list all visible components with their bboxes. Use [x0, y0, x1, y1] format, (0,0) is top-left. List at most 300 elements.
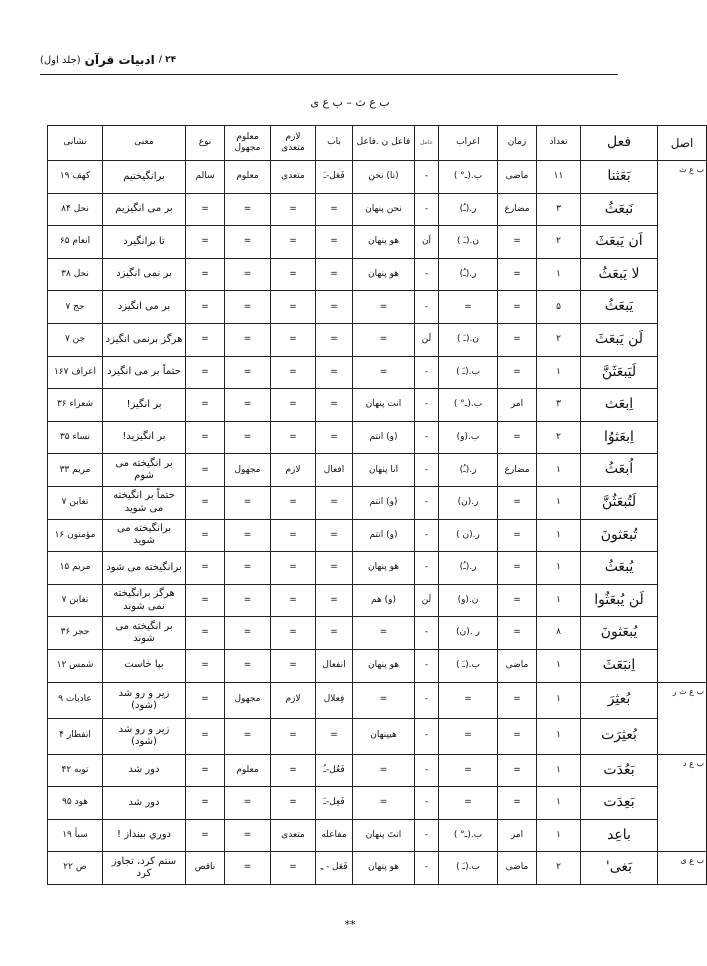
cell-verb: لَن یُبعَثُوا: [581, 584, 658, 617]
cell-fael: انتَ پنهان: [353, 819, 415, 852]
cell-verb: یُبعَثُ: [581, 552, 658, 585]
cell-tense: =: [498, 291, 537, 324]
table-row: [48, 161, 707, 194]
cell-bab: =: [316, 519, 353, 552]
cell-bab: فَعُل-ـُ: [316, 754, 353, 787]
cell-noe: =: [186, 649, 225, 682]
cell-lazem: =: [271, 718, 316, 754]
cell-meaning: بر می انگیزد: [103, 291, 186, 324]
cell-meaning: زیر و رو شد (شود): [103, 718, 186, 754]
cell-noe: =: [186, 258, 225, 291]
cell-reference: حجر ۳۶: [48, 617, 103, 650]
cell-verb: اَن یَبعَثَ: [581, 226, 658, 259]
cell-verb: لَیَبعَثَنَّ: [581, 356, 658, 389]
cell-erab: =: [439, 718, 498, 754]
cell-lazem: =: [271, 649, 316, 682]
cell-noe: =: [186, 193, 225, 226]
cell-meaning: هرگز برنمی انگیزد: [103, 323, 186, 356]
cell-malum: =: [225, 193, 271, 226]
cell-amel: -: [415, 552, 439, 585]
cell-fael: =: [353, 682, 415, 718]
cell-malum: =: [225, 617, 271, 650]
cell-lazem: =: [271, 584, 316, 617]
cell-erab: ب.(ـَ ): [439, 649, 498, 682]
cell-verb: بَعَثنا: [581, 161, 658, 194]
cell-amel: -: [415, 754, 439, 787]
cell-verb: بُعثِرَت: [581, 718, 658, 754]
cell-bab: انفعال: [316, 649, 353, 682]
cell-amel: -: [415, 193, 439, 226]
cell-tense: =: [498, 718, 537, 754]
cell-count: ۱: [537, 819, 581, 852]
cell-fael: =: [353, 323, 415, 356]
cell-verb: اُبعَثُ: [581, 454, 658, 487]
cell-fael: انت پنهان: [353, 389, 415, 422]
cell-count: ۱: [537, 584, 581, 617]
cell-fael: هو پنهان: [353, 552, 415, 585]
table-row: [48, 454, 707, 487]
cell-reference: نحل ۸۴: [48, 193, 103, 226]
table-row: [48, 787, 707, 820]
cell-count: ۱: [537, 754, 581, 787]
col-lazem: لازم متعدی: [271, 126, 316, 161]
cell-meaning: بر انگیزید!: [103, 421, 186, 454]
cell-count: ۲: [537, 226, 581, 259]
cell-fael: هو پنهان: [353, 226, 415, 259]
cell-meaning: بر انگیز!: [103, 389, 186, 422]
cell-verb: باعِد: [581, 819, 658, 852]
cell-erab: ب.(ـ° ): [439, 819, 498, 852]
cell-amel: لَن: [415, 323, 439, 356]
cell-amel: -: [415, 454, 439, 487]
cell-tense: ماضی: [498, 161, 537, 194]
cell-erab: ن.(و): [439, 584, 498, 617]
col-malum: معلوم مجهول: [225, 126, 271, 161]
cell-lazem: =: [271, 519, 316, 552]
cell-bab: =: [316, 258, 353, 291]
page-footer: **: [344, 918, 356, 931]
cell-root: ب ع ث: [658, 161, 707, 683]
cell-lazem: متعدی: [271, 161, 316, 194]
cell-reference: اعراف ۱۶۷: [48, 356, 103, 389]
table-row: [48, 193, 707, 226]
cell-meaning: بر می انگیزیم: [103, 193, 186, 226]
cell-bab: افعال: [316, 454, 353, 487]
cell-lazem: =: [271, 754, 316, 787]
cell-reference: نساء ۳۵: [48, 421, 103, 454]
cell-bab: =: [316, 421, 353, 454]
col-erab: اعراب: [439, 126, 498, 161]
cell-erab: ن.(ـَ ): [439, 323, 498, 356]
cell-noe: =: [186, 323, 225, 356]
col-tense: زمان: [498, 126, 537, 161]
col-mana: معنی: [103, 126, 186, 161]
table-row: [48, 519, 707, 552]
cell-verb: یُبعَثونَ: [581, 617, 658, 650]
cell-tense: =: [498, 323, 537, 356]
section-title: ب ع ث – ب ع ی: [310, 96, 390, 109]
cell-meaning: زیر و رو شد (شود): [103, 682, 186, 718]
cell-bab: =: [316, 552, 353, 585]
cell-malum: مجهول: [225, 454, 271, 487]
cell-erab: =: [439, 787, 498, 820]
table-row: [48, 258, 707, 291]
book-title: ادبیات قرآن: [84, 53, 155, 67]
cell-count: ۱: [537, 486, 581, 519]
cell-bab: فَعِل-ـَ: [316, 787, 353, 820]
cell-malum: =: [225, 718, 271, 754]
cell-count: ۱: [537, 356, 581, 389]
cell-fael: =: [353, 754, 415, 787]
cell-bab: =: [316, 617, 353, 650]
table-row: [48, 754, 707, 787]
cell-noe: =: [186, 421, 225, 454]
cell-fael: هو پنهان: [353, 649, 415, 682]
cell-bab: =: [316, 486, 353, 519]
col-bab: باب: [316, 126, 353, 161]
cell-lazem: =: [271, 787, 316, 820]
cell-verb: بَعِدَت: [581, 787, 658, 820]
cell-fael: =: [353, 617, 415, 650]
cell-meaning: دور شد: [103, 754, 186, 787]
cell-noe: =: [186, 291, 225, 324]
cell-reference: مریم ۱۵: [48, 552, 103, 585]
cell-meaning: بر انگیخته می شوند: [103, 617, 186, 650]
cell-tense: =: [498, 617, 537, 650]
cell-verb: اِنبَعَثَ: [581, 649, 658, 682]
cell-malum: =: [225, 584, 271, 617]
table-row: [48, 852, 707, 885]
cell-verb: اِبعَث: [581, 389, 658, 422]
cell-count: ۱: [537, 258, 581, 291]
cell-lazem: =: [271, 486, 316, 519]
cell-noe: =: [186, 682, 225, 718]
cell-root: ب ع د: [658, 754, 707, 852]
cell-verb: بَعُدَت: [581, 754, 658, 787]
cell-count: ۱: [537, 649, 581, 682]
cell-tense: =: [498, 226, 537, 259]
cell-amel: -: [415, 258, 439, 291]
cell-fael: (و) انتم: [353, 486, 415, 519]
cell-meaning: دور شد: [103, 787, 186, 820]
cell-lazem: =: [271, 258, 316, 291]
cell-lazem: =: [271, 226, 316, 259]
cell-amel: -: [415, 718, 439, 754]
col-amel: عامل: [415, 126, 439, 161]
cell-noe: =: [186, 226, 225, 259]
cell-tense: =: [498, 787, 537, 820]
table-row: [48, 819, 707, 852]
cell-reference: توبه ۴۲: [48, 754, 103, 787]
cell-verb: لَن یَبعَثَ: [581, 323, 658, 356]
cell-lazem: =: [271, 389, 316, 422]
cell-erab: =: [439, 291, 498, 324]
cell-erab: ر.(ـُ): [439, 193, 498, 226]
cell-reference: تغابن ۷: [48, 486, 103, 519]
cell-reference: جن ۷: [48, 323, 103, 356]
cell-tense: =: [498, 519, 537, 552]
col-count: تعداد: [537, 126, 581, 161]
cell-reference: عادیات ۹: [48, 682, 103, 718]
table-row: [48, 552, 707, 585]
cell-fael: (و) هم: [353, 584, 415, 617]
cell-verb: تُبعَثونَ: [581, 519, 658, 552]
cell-erab: ر.(ن): [439, 486, 498, 519]
cell-reference: ص ۲۲: [48, 852, 103, 885]
cell-malum: =: [225, 486, 271, 519]
cell-malum: =: [225, 552, 271, 585]
cell-amel: -: [415, 682, 439, 718]
col-fel: فعل: [581, 126, 658, 161]
table-row: [48, 584, 707, 617]
cell-fael: =: [353, 787, 415, 820]
table-row: [48, 356, 707, 389]
cell-fael: هیپنهان: [353, 718, 415, 754]
cell-lazem: =: [271, 323, 316, 356]
cell-lazem: =: [271, 421, 316, 454]
cell-fael: انا پنهان: [353, 454, 415, 487]
cell-lazem: =: [271, 291, 316, 324]
cell-reference: انعام ۶۵: [48, 226, 103, 259]
cell-count: ۸: [537, 617, 581, 650]
cell-meaning: برانگیختیم: [103, 161, 186, 194]
cell-tense: امر: [498, 819, 537, 852]
cell-malum: مجهول: [225, 682, 271, 718]
cell-reference: نحل ۳۸: [48, 258, 103, 291]
cell-tense: ماضی: [498, 649, 537, 682]
cell-malum: =: [225, 649, 271, 682]
cell-noe: سالم: [186, 161, 225, 194]
cell-lazem: =: [271, 617, 316, 650]
cell-tense: =: [498, 584, 537, 617]
cell-bab: =: [316, 718, 353, 754]
cell-erab: ب.(ـَ ): [439, 356, 498, 389]
cell-amel: -: [415, 486, 439, 519]
cell-count: ۱: [537, 552, 581, 585]
cell-noe: =: [186, 754, 225, 787]
cell-lazem: لازم: [271, 454, 316, 487]
cell-lazem: =: [271, 852, 316, 885]
table-row: [48, 617, 707, 650]
volume-label: (جلد اول): [40, 54, 81, 66]
cell-amel: اَن: [415, 226, 439, 259]
cell-amel: -: [415, 161, 439, 194]
page-header: [40, 50, 620, 70]
cell-erab: ر.(ـُ): [439, 454, 498, 487]
cell-amel: لَن: [415, 584, 439, 617]
cell-meaning: بر نمی انگیزد: [103, 258, 186, 291]
cell-count: ۳: [537, 193, 581, 226]
cell-count: ۲: [537, 323, 581, 356]
cell-erab: ر.(ـُ): [439, 258, 498, 291]
cell-erab: ب.(ـَ ): [439, 852, 498, 885]
cell-meaning: بپا خاست: [103, 649, 186, 682]
cell-fael: =: [353, 291, 415, 324]
cell-malum: =: [225, 291, 271, 324]
cell-noe: =: [186, 454, 225, 487]
cell-lazem: =: [271, 193, 316, 226]
col-neshani: نشانی: [48, 126, 103, 161]
cell-noe: =: [186, 389, 225, 422]
cell-fael: (نا) نحن: [353, 161, 415, 194]
cell-malum: =: [225, 519, 271, 552]
header-rule: [40, 74, 618, 75]
cell-erab: ب.(ـ° ): [439, 161, 498, 194]
cell-fael: هو پنهان: [353, 258, 415, 291]
cell-noe: =: [186, 486, 225, 519]
cell-noe: =: [186, 617, 225, 650]
cell-meaning: برانگیخته می شود: [103, 552, 186, 585]
cell-erab: ر .(ن): [439, 617, 498, 650]
cell-reference: شعراء ۳۶: [48, 389, 103, 422]
cell-meaning: حتماً بر انگیخته می شوید: [103, 486, 186, 519]
verb-table: [47, 125, 707, 885]
cell-reference: انفطار ۴: [48, 718, 103, 754]
cell-malum: =: [225, 421, 271, 454]
cell-reference: حج ۷: [48, 291, 103, 324]
cell-verb: یَبعَثُ: [581, 291, 658, 324]
cell-verb: بُعثِرَ: [581, 682, 658, 718]
table-row: [48, 649, 707, 682]
cell-noe: ناقص: [186, 852, 225, 885]
cell-noe: =: [186, 819, 225, 852]
cell-amel: -: [415, 787, 439, 820]
cell-bab: =: [316, 193, 353, 226]
cell-lazem: =: [271, 552, 316, 585]
cell-amel: -: [415, 852, 439, 885]
col-fael: فاعل ن .فاعل: [353, 126, 415, 161]
cell-fael: (و) انتم: [353, 519, 415, 552]
cell-amel: -: [415, 421, 439, 454]
table-row: [48, 389, 707, 422]
cell-bab: =: [316, 356, 353, 389]
cell-count: ۱: [537, 682, 581, 718]
cell-count: ۳: [537, 389, 581, 422]
cell-erab: ب.(ـ° ): [439, 389, 498, 422]
cell-meaning: ستم کرد، تجاوز کرد: [103, 852, 186, 885]
table-row: [48, 486, 707, 519]
cell-fael: هو پنهان: [353, 852, 415, 885]
cell-tense: =: [498, 552, 537, 585]
cell-count: ۲: [537, 421, 581, 454]
cell-amel: -: [415, 649, 439, 682]
cell-malum: =: [225, 323, 271, 356]
cell-root: ب ع ث ر: [658, 682, 707, 754]
cell-malum: =: [225, 787, 271, 820]
cell-count: ۱: [537, 519, 581, 552]
cell-noe: =: [186, 519, 225, 552]
table-row: [48, 682, 707, 718]
cell-erab: =: [439, 682, 498, 718]
table-row: [48, 323, 707, 356]
cell-tense: =: [498, 258, 537, 291]
cell-noe: =: [186, 787, 225, 820]
table-row: [48, 226, 707, 259]
cell-root: ب ع ی: [658, 852, 707, 885]
cell-verb: لَتُبعَثُنَّ: [581, 486, 658, 519]
cell-noe: =: [186, 584, 225, 617]
cell-meaning: بر انگیخته می شوم: [103, 454, 186, 487]
cell-bab: =: [316, 323, 353, 356]
cell-count: ۱: [537, 718, 581, 754]
cell-verb: لا یَبعَثُ: [581, 258, 658, 291]
table-row: [48, 421, 707, 454]
cell-reference: هود ۹۵: [48, 787, 103, 820]
cell-verb: اِبعَثوُا: [581, 421, 658, 454]
cell-malum: =: [225, 356, 271, 389]
cell-tense: ماضی: [498, 852, 537, 885]
cell-meaning: هرگز برانگیخته نمی شوند: [103, 584, 186, 617]
cell-noe: =: [186, 552, 225, 585]
cell-bab: مفاعله: [316, 819, 353, 852]
cell-meaning: دوري بينداز !: [103, 819, 186, 852]
cell-count: ۵: [537, 291, 581, 324]
cell-noe: =: [186, 718, 225, 754]
cell-malum: معلوم: [225, 161, 271, 194]
cell-meaning: تا برانگیرد: [103, 226, 186, 259]
cell-bab: فِعلال: [316, 682, 353, 718]
cell-bab: =: [316, 389, 353, 422]
cell-malum: =: [225, 852, 271, 885]
cell-meaning: برانگیخته می شوید: [103, 519, 186, 552]
cell-bab: =: [316, 584, 353, 617]
cell-lazem: متعدی: [271, 819, 316, 852]
cell-tense: =: [498, 682, 537, 718]
cell-bab: فَعَل-ـَ: [316, 161, 353, 194]
cell-erab: =: [439, 754, 498, 787]
cell-verb: نَبعَثُ: [581, 193, 658, 226]
col-noe: نوع: [186, 126, 225, 161]
cell-fael: (و) انتم: [353, 421, 415, 454]
cell-count: ۱۱: [537, 161, 581, 194]
cell-tense: =: [498, 486, 537, 519]
cell-fael: =: [353, 356, 415, 389]
cell-reference: شمس ۱۲: [48, 649, 103, 682]
cell-verb: بَغی': [581, 852, 658, 885]
cell-malum: =: [225, 258, 271, 291]
cell-count: ۱: [537, 454, 581, 487]
cell-meaning: حتماً بر می انگیزد: [103, 356, 186, 389]
table-row: [48, 291, 707, 324]
table-header-row: [48, 126, 707, 161]
cell-amel: -: [415, 519, 439, 552]
cell-bab: فَعَل - ـِ: [316, 852, 353, 885]
cell-malum: معلوم: [225, 754, 271, 787]
cell-tense: =: [498, 421, 537, 454]
cell-reference: سبأ ۱۹: [48, 819, 103, 852]
cell-fael: نحن پنهان: [353, 193, 415, 226]
cell-amel: -: [415, 819, 439, 852]
cell-reference: مریم ۳۳: [48, 454, 103, 487]
cell-malum: =: [225, 819, 271, 852]
cell-malum: =: [225, 389, 271, 422]
cell-erab: ر.(ـُ): [439, 552, 498, 585]
cell-erab: ن.(ـَ ): [439, 226, 498, 259]
cell-count: ۱: [537, 787, 581, 820]
cell-erab: ر.(ن ): [439, 519, 498, 552]
col-asl: اصل: [658, 126, 707, 161]
cell-count: ۲: [537, 852, 581, 885]
cell-tense: مضارع: [498, 193, 537, 226]
cell-amel: -: [415, 356, 439, 389]
cell-reference: تغابن ۷: [48, 584, 103, 617]
cell-tense: =: [498, 754, 537, 787]
cell-reference: مؤمنون ۱۶: [48, 519, 103, 552]
cell-amel: -: [415, 389, 439, 422]
cell-bab: =: [316, 291, 353, 324]
cell-malum: =: [225, 226, 271, 259]
cell-noe: =: [186, 356, 225, 389]
